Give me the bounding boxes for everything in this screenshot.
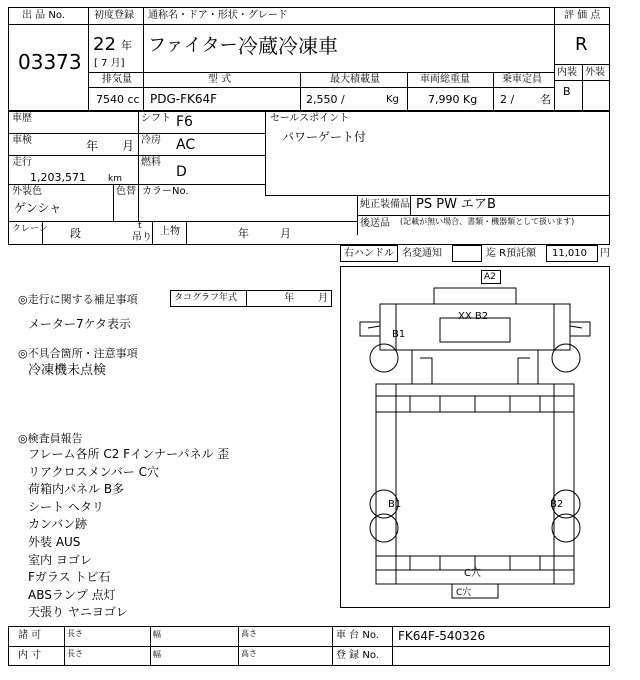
- name-change-box: [452, 245, 482, 262]
- mileage-unit: km: [108, 174, 122, 184]
- chassis-number: FK64F-540326: [398, 629, 486, 643]
- crane-ton: t: [138, 221, 142, 231]
- shift-value: F6: [176, 114, 193, 130]
- length-label-2: 長さ: [67, 649, 83, 658]
- year-unit: 年: [121, 39, 132, 52]
- history-label: 車歴: [12, 113, 32, 124]
- displacement: 7540 cc: [96, 93, 140, 106]
- mileage-label: 走行: [12, 157, 32, 168]
- overall-grade: R: [575, 34, 588, 55]
- max-load-label: 最大積載量: [330, 74, 380, 85]
- interior-grade: B: [563, 85, 571, 98]
- model-code: PDG-FK64F: [150, 92, 218, 106]
- recycle-unit: 円: [600, 248, 610, 259]
- first-registration-label: 初度登録: [94, 10, 134, 21]
- capacity-label: 乗車定員: [502, 74, 542, 85]
- displacement-label: 排気量: [102, 74, 132, 85]
- fuel-value: D: [176, 164, 187, 180]
- inspector-report-item: 外装 AUS: [28, 535, 81, 549]
- inspector-report-item: 荷箱内パネル B多: [28, 482, 125, 497]
- gross-weight-label: 車両総重量: [420, 74, 470, 85]
- notes-label: 諸 可: [18, 630, 42, 641]
- model-name: ファイター: [148, 35, 238, 56]
- height-label: 高さ: [241, 629, 257, 638]
- capacity-unit: 名: [540, 93, 551, 106]
- inspection-label: 車検: [12, 135, 32, 146]
- crane-stage: 段: [70, 227, 81, 240]
- crane-hang: 吊り: [132, 232, 152, 243]
- color-change-label: 色替: [116, 186, 136, 197]
- mark-c-hole-outer: C穴: [456, 588, 472, 598]
- recycle-label: 迄 R預託額: [486, 248, 537, 259]
- aftermarket-label: 後送品: [360, 218, 390, 229]
- registration-label: 登 録 No.: [336, 650, 379, 661]
- defects-title: ◎不具合箇所・注意事項: [18, 347, 138, 360]
- mileage: 1,203,571: [30, 171, 86, 184]
- name-change-label: 名変通知: [402, 248, 442, 259]
- aftermarket-note: (記載が無い場合、書類・機器類として扱います): [400, 217, 575, 226]
- inspection-year-unit: 年: [86, 139, 99, 153]
- equipment: PS PW エアB: [416, 197, 496, 212]
- capacity: 2 /: [500, 93, 515, 106]
- inspector-report-item: Fガラス トビ石: [28, 570, 111, 585]
- ac-value: AC: [176, 137, 196, 153]
- exterior-label: 外装: [585, 67, 605, 78]
- inspector-report-item: リアクロスメンバー C穴: [28, 464, 159, 479]
- inspector-report-item: シート ヘタリ: [28, 499, 104, 514]
- inspector-report-item: フレーム各所 C2 Fインナーパネル 歪: [28, 447, 230, 461]
- inspector-report-item: ABSランプ 点灯: [28, 587, 116, 602]
- crane-label: クレーン: [12, 224, 48, 234]
- exterior-color: ゲンシャ: [14, 201, 62, 215]
- lot-label: 出 品 No.: [22, 10, 65, 21]
- width-label: 幅: [153, 630, 161, 639]
- inspector-report-item: カンバン跡: [28, 517, 88, 532]
- shift-label: シフト: [141, 113, 171, 124]
- model-label: 通称名・ドア・形状・グレード: [148, 10, 288, 21]
- loading-month: 月: [280, 227, 291, 240]
- inspector-title: ◎検査員報告: [18, 432, 83, 445]
- mark-b2-lower: B2: [550, 499, 564, 510]
- sales-point: パワーゲート付: [282, 130, 367, 144]
- chassis-label: 車 台 No.: [336, 630, 379, 641]
- height-label-2: 高さ: [241, 649, 257, 658]
- inspector-report-item: 室内 ヨゴレ: [28, 552, 92, 567]
- mark-c-hole-inner: C穴: [464, 568, 481, 579]
- inspection-month-unit: 月: [122, 139, 135, 153]
- ac-label: 冷房: [141, 135, 161, 146]
- max-load: 2,550 /: [306, 93, 345, 106]
- body-type: 冷蔵冷凍車: [238, 34, 338, 58]
- supplement-text: メーター7ケタ表示: [28, 317, 132, 331]
- inner-dimensions-label: 内 寸: [18, 650, 42, 661]
- first-registration-year: 22: [93, 34, 116, 55]
- defects-text: 冷凍機未点検: [28, 363, 107, 378]
- width-label-2: 幅: [153, 650, 161, 659]
- gross-weight: 7,990 Kg: [428, 93, 478, 106]
- inspector-report-item: 天張り ヤニヨゴレ: [28, 605, 128, 620]
- recycle-amount: 11,010: [552, 248, 587, 259]
- sales-point-label: セールスポイント: [270, 113, 350, 124]
- tachograph-year: 年: [284, 293, 294, 304]
- length-label: 長さ: [67, 629, 83, 638]
- rhd-label: 右ハンドル: [344, 248, 394, 259]
- color-code-label: カラーNo.: [142, 186, 189, 197]
- loading-label: 上物: [160, 226, 180, 237]
- loading-year: 年: [238, 227, 249, 240]
- mark-b1-lower: B1: [388, 499, 402, 510]
- model-code-label: 型 式: [208, 74, 232, 85]
- mark-a2: A2: [484, 272, 496, 282]
- interior-label: 内装: [557, 67, 577, 78]
- max-load-unit: Kg: [386, 94, 399, 105]
- supplement-title: ◎走行に関する補足事項: [18, 293, 138, 306]
- exterior-color-label: 外装色: [12, 186, 42, 197]
- equipment-label: 純正装備品: [360, 199, 410, 210]
- first-registration-month: [ 7 月]: [94, 58, 125, 69]
- fuel-label: 燃料: [141, 157, 161, 168]
- mark-cab: XX B2: [458, 311, 489, 322]
- lot-number: 03373: [18, 50, 82, 74]
- tachograph-month: 月: [318, 293, 328, 304]
- grade-label: 評 価 点: [564, 10, 601, 21]
- mark-b1-upper: B1: [392, 329, 406, 340]
- tachograph-label: タコグラフ年式: [174, 293, 238, 303]
